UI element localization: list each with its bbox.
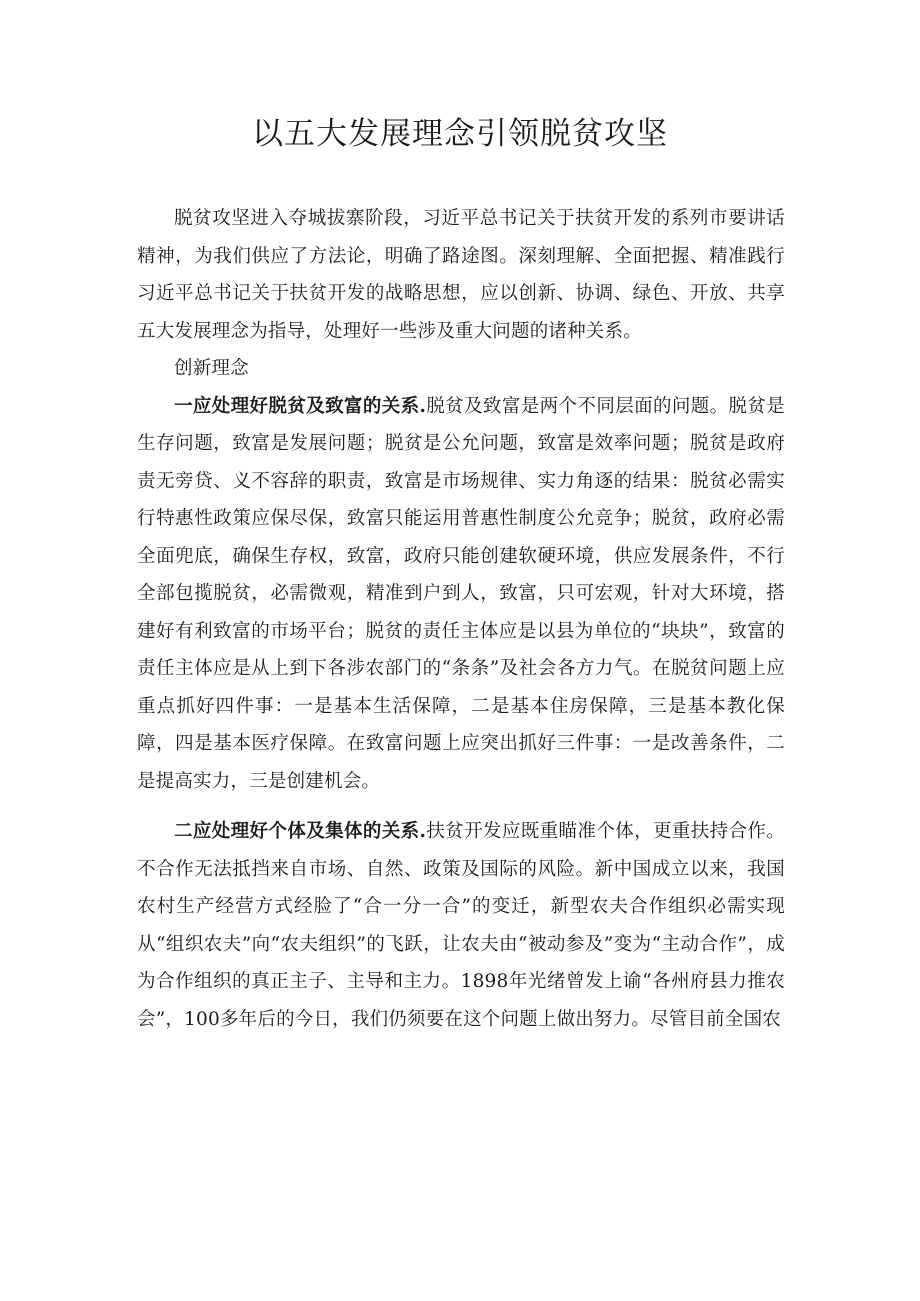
document-title: 以五大发展理念引领脱贫攻坚 [252,116,668,152]
section-2-text: 扶贫开发应既重瞄准个体，更重扶持合作。不合作无法抵挡来自市场、自然、政策及国际的风险。新中国成立以来，我国农村生产经营方式经脸了“合一分一合”的变迁，新型农夫合作组织必需实现从“组织农夫”向“农夫组织”的飞跃，让农夫由“被动参及”变为“主动合作”，成为合作组织的真正主子、主导和主力。1898年光绪曾发上谕“各州府县力推农会”，100多年后的今日，我们仍须要在这个问题上做出努力。尽管目前全国农 [137,821,785,1030]
section-1-text: 脱贫及致富是两个不同层面的问题。脱贫是生存问题，致富是发展问题；脱贫是公允问题，致富是效率问题；脱贫是政府责无旁贷、义不容辞的职责，致富是市场规律、实力角逐的结果：脱贫必需实行特惠性政策应保尽保，致富只能运用普惠性制度公允竞争；脱贫，政府必需全面兜底，确保生存权，致富，政府只能创建软硬环境，供应发展条件，不行全部包揽脱贫，必需微观，精准到户到人，致富，只可宏观，针对大环境，搭建好有利致富的市场平台；脱贫的责任主体应是以县为单位的“块块”，致富的责任主体应是从上到下各涉农部门的“条条”及社会各方力气。在脱贫问题上应重点抓好四件事：一是基本生活保障，二是基本住房保障，三是基本教化保障，四是基本医疗保障。在致富问题上应突出抓好三件事：一是改善条件，二是提高实力，三是创建机会。 [137,395,785,792]
section-paragraph-1 [137,388,785,801]
paragraph-gap [137,800,785,813]
section-heading: 创新理念 [174,358,249,379]
intro-paragraph: 脱贫攻坚进入夺城拔寨阶段，习近平总书记关于扶贫开发的系列市要讲话精神，为我们供应了方法论，明确了路途图。深刻理解、全面把握、精准践行习近平总书记关于扶贫开发的战略思想，应以创新、协调、绿色、开放、共享五大发展理念为指导，处理好一些涉及重大问题的诸种关系。 [137,208,785,342]
section-1-lead: 一应处理好脱贫及致富的关系. [174,395,427,417]
document-body [137,200,785,1038]
section-2-lead: 二应处理好个体及集体的关系. [174,821,427,842]
section-paragraph-2 [137,813,785,1038]
